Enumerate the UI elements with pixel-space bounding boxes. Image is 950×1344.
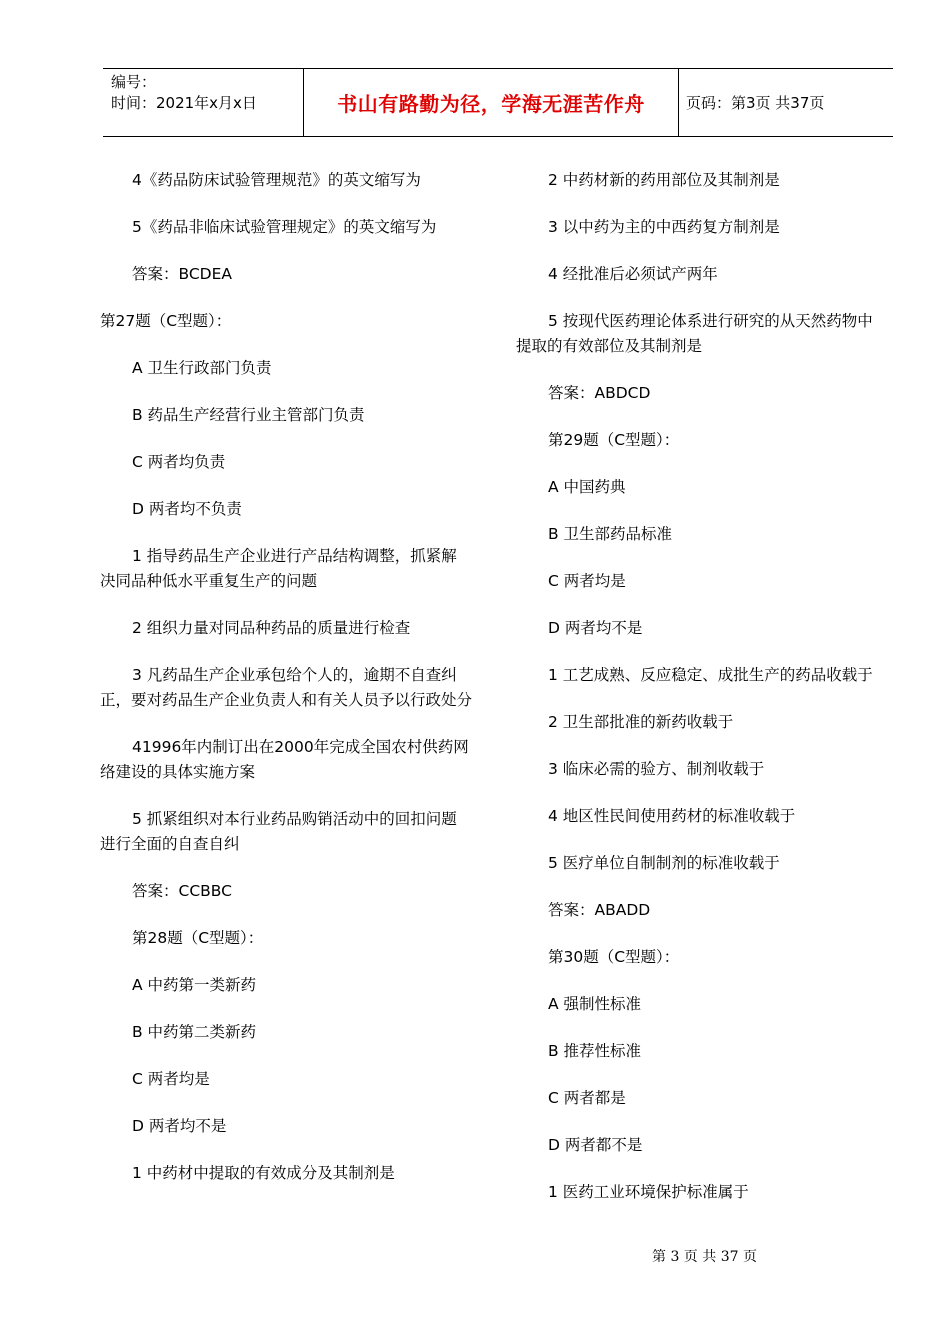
question-line: 5 医疗单位自制制剂的标准收载于 <box>548 854 780 872</box>
question-line: 2 中药材新的药用部位及其制剂是 <box>548 171 780 189</box>
question-line: C 两者都是 <box>548 1089 626 1107</box>
question-line: 3 凡药品生产企业承包给个人的，逾期不自查纠正，要对药品生产企业负责人和有关人员予以行政处分 <box>100 666 473 709</box>
question-line: 5《药品非临床试验管理规定》的英文缩写为 <box>132 218 437 236</box>
question-line: B 卫生部药品标准 <box>548 525 673 543</box>
question-line: 2 卫生部批准的新药收载于 <box>548 713 734 731</box>
question-line: D 两者均不负责 <box>132 500 242 518</box>
question-line: 3 以中药为主的中西药复方制剂是 <box>548 218 780 236</box>
question-line: 4 经批准后必须试产两年 <box>548 265 718 283</box>
question-line: C 两者均是 <box>132 1070 210 1088</box>
question-line: C 两者均负责 <box>132 453 226 471</box>
question-line: 1 中药材中提取的有效成分及其制剂是 <box>132 1164 395 1182</box>
question-line: A 卫生行政部门负责 <box>132 359 272 377</box>
question-line: 第30题（C型题）： <box>548 948 680 966</box>
question-line: 答案：CCBBC <box>132 882 232 900</box>
header-left-cell <box>103 69 303 136</box>
question-line: 4 地区性民间使用药材的标准收载于 <box>548 807 796 825</box>
question-line: D 两者均不是 <box>548 619 643 637</box>
question-line: 答案：ABDCD <box>548 384 651 402</box>
question-line: A 中药第一类新药 <box>132 976 257 994</box>
date-label: 时间：2021年x月x日 <box>111 94 257 112</box>
question-line: B 推荐性标准 <box>548 1042 642 1060</box>
question-line: 2 组织力量对同品种药品的质量进行检查 <box>132 619 411 637</box>
question-line: 1 工艺成熟、反应稳定、成批生产的药品收载于 <box>548 666 873 684</box>
header-page-code: 页码：第3页 共37页 <box>686 94 825 112</box>
serial-number-label: 编号： <box>111 73 157 91</box>
question-line: 答案：ABADD <box>548 901 651 919</box>
question-line: 41996年内制订出在2000年完成全国农村供药网络建设的具体实施方案 <box>100 738 469 781</box>
page-header <box>103 68 893 137</box>
right-column <box>516 168 888 1205</box>
header-motto: 书山有路勤为径，学海无涯苦作舟 <box>303 69 679 136</box>
question-line: B 药品生产经营行业主管部门负责 <box>132 406 365 424</box>
question-line: 5 按现代医药理论体系进行研究的从天然药物中提取的有效部位及其制剂是 <box>516 312 873 355</box>
question-line: 1 医药工业环境保护标准属于 <box>548 1183 749 1201</box>
page-footer: 第 3 页 共 37 页 <box>652 1249 757 1265</box>
question-line: 4《药品防床试验管理规范》的英文缩写为 <box>132 171 421 189</box>
question-line: 5 抓紧组织对本行业药品购销活动中的回扣问题进行全面的自查自纠 <box>100 810 457 853</box>
question-line: 第27题（C型题）： <box>100 312 232 330</box>
question-line: 第28题（C型题）： <box>132 929 264 947</box>
question-line: 答案：BCDEA <box>132 265 233 283</box>
left-column <box>100 168 472 1186</box>
question-line: A 中国药典 <box>548 478 626 496</box>
question-line: C 两者均是 <box>548 572 626 590</box>
question-line: 3 临床必需的验方、制剂收载于 <box>548 760 765 778</box>
question-line: 1 指导药品生产企业进行产品结构调整，抓紧解决同品种低水平重复生产的问题 <box>100 547 457 590</box>
question-line: 第29题（C型题）： <box>548 431 680 449</box>
question-line: A 强制性标准 <box>548 995 642 1013</box>
question-line: D 两者均不是 <box>132 1117 227 1135</box>
question-line: B 中药第二类新药 <box>132 1023 257 1041</box>
question-line: D 两者都不是 <box>548 1136 643 1154</box>
